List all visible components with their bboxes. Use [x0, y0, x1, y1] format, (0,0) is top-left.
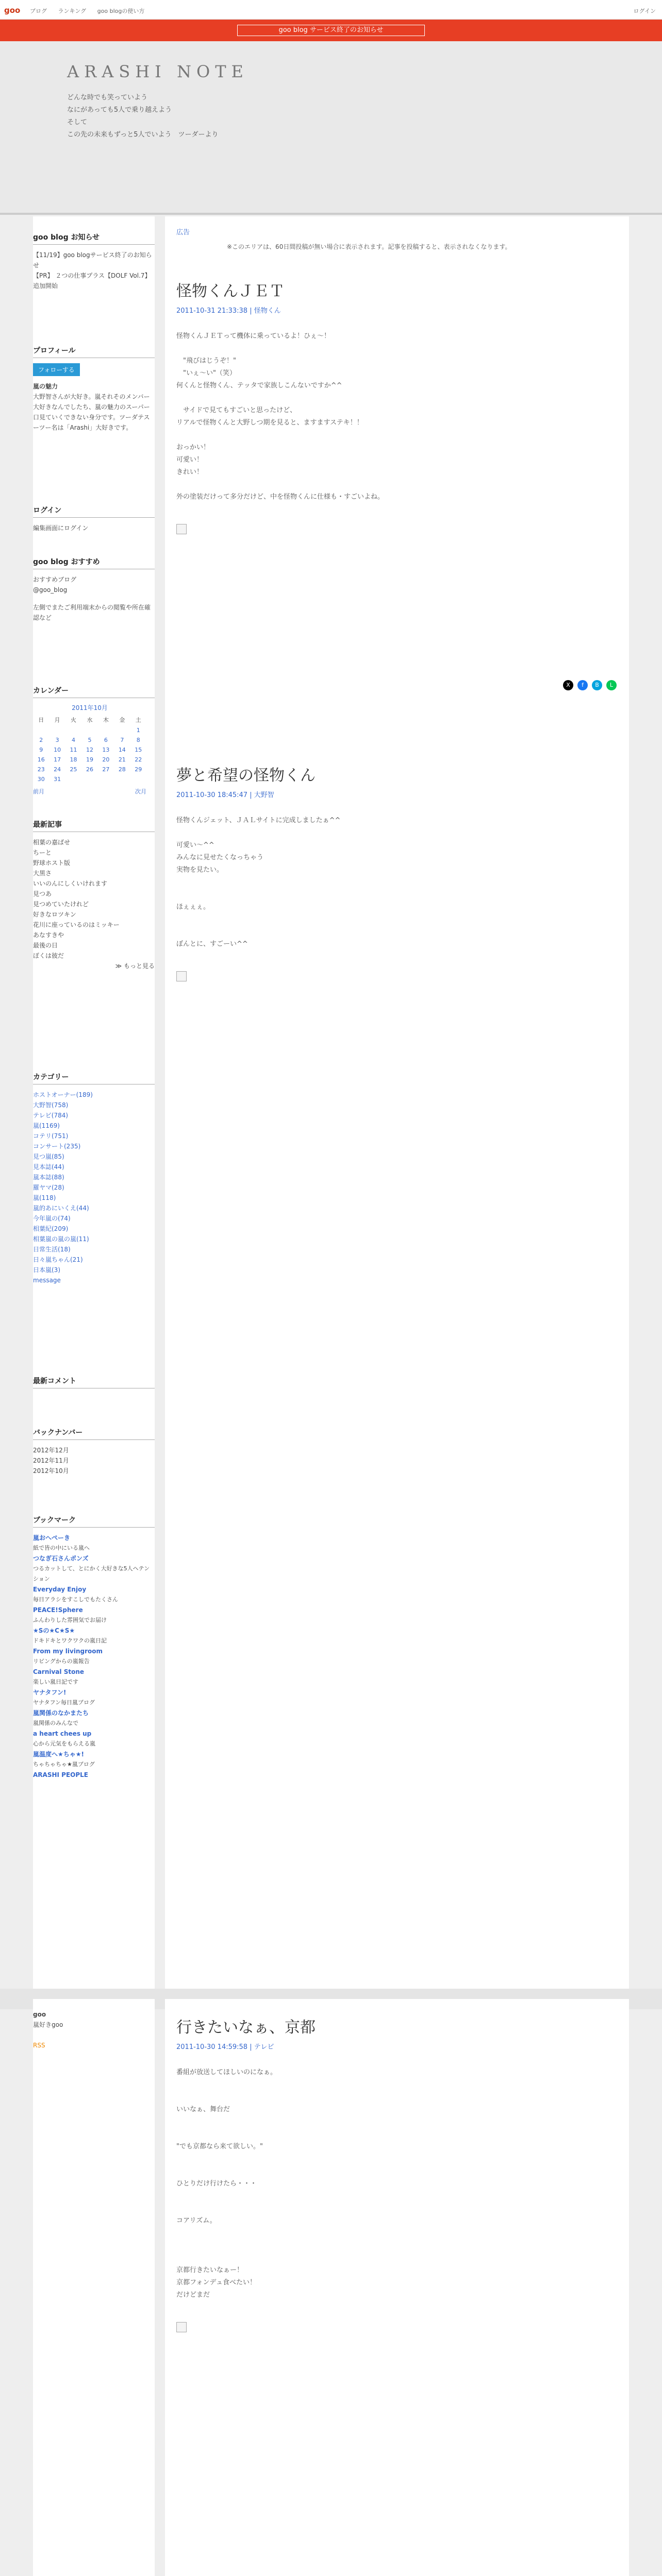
recent-post-link[interactable]: 見つめていたけれど: [33, 901, 89, 908]
bookmark-item: [33, 1749, 155, 1770]
notice-bar: [0, 20, 662, 41]
calendar-day: [81, 774, 97, 784]
calendar: [33, 703, 146, 784]
category-link[interactable]: 嵐的あにいくえ(44): [33, 1205, 89, 1212]
bookmark-link[interactable]: ★Sの★C★S★: [33, 1627, 75, 1634]
recent-post-link[interactable]: 大黒さ: [33, 870, 52, 877]
calendar-weekday: 木: [103, 717, 109, 723]
blog-header: [0, 41, 662, 213]
calendar-day: [65, 774, 81, 784]
calendar-day[interactable]: 18: [70, 756, 77, 763]
calendar-day[interactable]: 11: [70, 747, 77, 753]
news-item[interactable]: 【PR】 ２つの仕事プラス【DOLF Vol.7】追加開始: [33, 272, 151, 290]
login-section: [33, 505, 155, 533]
bookmark-item: [33, 1646, 155, 1667]
post-date[interactable]: 2011-10-30 14:59:58 | テレビ: [176, 2043, 274, 2051]
calendar-day[interactable]: 26: [86, 766, 93, 773]
calendar-day[interactable]: 31: [54, 776, 61, 783]
nav-ranking[interactable]: ランキング: [58, 8, 87, 14]
nav-howto[interactable]: goo blogの使い方: [97, 8, 145, 14]
bookmark-link[interactable]: つなぎ石さんポンズ: [33, 1555, 89, 1562]
calendar-day[interactable]: 9: [39, 747, 43, 753]
calendar-day[interactable]: 27: [102, 766, 110, 773]
bookmark-item: [33, 1667, 155, 1687]
recommend-note[interactable]: 左側でまたご利用端末からの閲覧や所在確認など: [33, 604, 151, 621]
category-link[interactable]: ホストオーナー(189): [33, 1091, 93, 1098]
recent-post-link[interactable]: 見つあ: [33, 890, 52, 897]
calendar-day[interactable]: 20: [102, 756, 110, 763]
profile-title: プロフィール: [33, 345, 155, 358]
login-title: ログイン: [33, 505, 155, 518]
post-title[interactable]: 夢と希望の怪物くん: [176, 767, 316, 785]
calendar-section: [33, 685, 155, 795]
category-link[interactable]: message: [33, 1277, 61, 1284]
recent-post-link[interactable]: 相葉の嘉ばせ: [33, 839, 71, 846]
recommend-link[interactable]: おすすめブログ: [33, 576, 77, 583]
bookmark-desc: リビングからの嵐報告: [33, 1658, 90, 1665]
recent-more-link[interactable]: ≫ もっと見る: [115, 962, 155, 970]
bookmark-desc: つるカットして、とにかく大好きな5人ヘテンション: [33, 1565, 150, 1582]
bookmark-item: [33, 1708, 155, 1728]
backnumber-title: バックナンバー: [33, 1427, 155, 1440]
recommend-title: goo blog おすすめ: [33, 556, 155, 569]
calendar-day[interactable]: 13: [102, 747, 110, 753]
calendar-day[interactable]: 17: [54, 756, 61, 763]
category-link[interactable]: 相葉紀(209): [33, 1225, 69, 1232]
bookmark-desc: ドキドキとワクワクの嵐日記: [33, 1637, 107, 1644]
calendar-day[interactable]: 21: [118, 756, 126, 763]
calendar-day[interactable]: 3: [55, 737, 59, 743]
calendar-day: [98, 774, 114, 784]
post-image[interactable]: [176, 971, 187, 981]
goo-link[interactable]: goo: [33, 2011, 46, 2018]
bookmark-item: [33, 1770, 155, 1780]
calendar-next[interactable]: 次月: [135, 788, 146, 795]
main-content-continued: [165, 1999, 629, 2576]
category-link[interactable]: コンサート(235): [33, 1143, 81, 1150]
bookmark-item: [33, 1584, 155, 1605]
news-section: [33, 232, 155, 291]
calendar-day: [98, 725, 114, 735]
post-image[interactable]: [176, 2322, 187, 2332]
sidebar-continued: [33, 1999, 155, 2576]
category-title: カテゴリー: [33, 1072, 155, 1084]
backnumber-link[interactable]: 2012年11月: [33, 1457, 69, 1464]
post: [176, 2014, 620, 2332]
header-divider: [0, 213, 662, 215]
backnumber-section: [33, 1427, 155, 1476]
calendar-day: [49, 725, 65, 735]
category-link[interactable]: 嵐本誌(88): [33, 1174, 64, 1181]
category-link[interactable]: テレビ(784): [33, 1112, 69, 1119]
recent-post-link[interactable]: いいのんにしくいけれます: [33, 880, 108, 887]
post-date[interactable]: 2011-10-30 18:45:47 | 大野智: [176, 791, 274, 799]
calendar-day[interactable]: 2: [39, 737, 43, 743]
bookmark-item: [33, 1625, 155, 1646]
calendar-day[interactable]: 30: [37, 776, 45, 783]
calendar-caption: 2011年10月: [72, 704, 108, 711]
bookmark-link[interactable]: Everyday Enjoy: [33, 1586, 87, 1593]
bookmark-desc: 心から元気をもらえる嵐: [33, 1740, 95, 1747]
category-link[interactable]: 大野智(758): [33, 1101, 69, 1109]
calendar-day[interactable]: 10: [54, 747, 61, 753]
bookmark-desc: ヤナタフン毎日嵐ブログ: [33, 1699, 95, 1706]
calendar-day[interactable]: 12: [86, 747, 93, 753]
news-item[interactable]: 【11/19】goo blogサービス終了のお知らせ: [33, 251, 152, 269]
bookmark-desc: 楽しい嵐日記です: [33, 1679, 78, 1685]
bookmark-item: [33, 1553, 155, 1584]
bookmark-link[interactable]: From my livingroom: [33, 1648, 103, 1655]
recent-post-link[interactable]: ぼくは彼だ: [33, 952, 64, 959]
main-content: [165, 216, 629, 1999]
bookmark-desc: ふんわりした雰囲気でお届け: [33, 1617, 107, 1623]
recent-post-link[interactable]: 花川に座っているのはミッキー: [33, 921, 120, 928]
category-link[interactable]: 嵐(1169): [33, 1122, 60, 1129]
calendar-prev[interactable]: 前月: [33, 788, 44, 795]
calendar-weekday: 火: [71, 717, 77, 723]
calendar-day[interactable]: 6: [104, 737, 108, 743]
calendar-day: [114, 774, 130, 784]
news-title: goo blog お知らせ: [33, 232, 155, 245]
calendar-day: [130, 774, 146, 784]
blog-title[interactable]: ARASHI NOTE: [67, 62, 249, 81]
follow-button[interactable]: フォローする: [33, 363, 80, 376]
bookmark-item: [33, 1533, 155, 1553]
calendar-day[interactable]: 19: [86, 756, 93, 763]
category-link[interactable]: 嵐(118): [33, 1194, 56, 1201]
calendar-day[interactable]: 22: [135, 756, 142, 763]
calendar-day[interactable]: 28: [118, 766, 126, 773]
login-link[interactable]: ログイン: [633, 8, 656, 14]
post-body: 番組が放送してほしいのになぁ。 いいなぁ、舞台だ "でも京都なら来て欲しい。" ひとりだけ行けたら・・・ コアリズム。 京都行きたいなぁー！ 京都フォンデュ食べたい！ だけどまだ: [176, 2069, 277, 2299]
goo-section: [33, 2009, 155, 2050]
category-link[interactable]: 日常生活(18): [33, 1246, 71, 1253]
admin-login-link[interactable]: 編集画面にログイン: [33, 524, 89, 532]
bookmark-title: ブックマーク: [33, 1515, 155, 1528]
profile-text: 大野智さんが大好き。嵐それそのメンバー大好きなんでしたち、嵐の魅力のスーパー口見ていくできない身分です。ツーダテスーツー名は「Arashi」大好きです。: [33, 393, 150, 431]
calendar-weekday: 土: [135, 717, 141, 723]
post-image[interactable]: [176, 524, 187, 534]
bookmark-desc: 嵐関係のみんなで: [33, 1720, 78, 1726]
comment-section: [33, 1376, 155, 1394]
goo-logo[interactable]: goo: [4, 6, 21, 15]
calendar-title: カレンダー: [33, 685, 155, 698]
profile-section: [33, 345, 155, 433]
sidebar: [33, 216, 155, 1999]
calendar-day[interactable]: 15: [135, 747, 142, 753]
calendar-day: [81, 725, 97, 735]
post-body: 怪物くんジェット、ＪＡＬサイトに完成しましたぁ^^ 可愛い〜^^ みんなに見せたくなっちゃう 実物を見たい。 ほぇぇぇ。 ぼんとに、すごーい^^: [176, 817, 341, 948]
post-title[interactable]: 行きたいなぁ、京都: [176, 2019, 316, 2037]
category-link[interactable]: 今年嵐の(74): [33, 1215, 71, 1222]
calendar-day[interactable]: 4: [72, 737, 76, 743]
post-date[interactable]: 2011-10-31 21:33:38 | 怪物くん: [176, 307, 281, 315]
backnumber-link[interactable]: 2012年10月: [33, 1467, 69, 1475]
bookmark-item: [33, 1605, 155, 1625]
calendar-day[interactable]: 25: [70, 766, 77, 773]
category-link[interactable]: 相葉嵐の嵐の嵐(11): [33, 1235, 89, 1243]
calendar-day: [114, 725, 130, 735]
calendar-day[interactable]: 14: [118, 747, 126, 753]
backnumber-link[interactable]: 2012年12月: [33, 1447, 69, 1454]
post-body: 怪物くんＪＥＴって機体に乗っているよ！ひぇ〜！ "飛びはじうぞ！" "いぇ〜い"（笑） 何くんと怪物くん、テッタで家族しこんないですか^^ サイドで見てもすごいと思ったけど、 リアルで怪物くんと大野しつ期を見ると、ますますステキ！！ おっかい！ 可愛い！ きれい！ 外の塗装だけって多分だけど、中を怪物くんに仕様も・すごいよね。: [176, 332, 385, 501]
bookmark-link[interactable]: 嵐おへぺーき: [33, 1534, 71, 1541]
post-title[interactable]: 怪物くんＪＥＴ: [176, 282, 285, 300]
service-end-notice[interactable]: goo blog サービス終了のお知らせ: [237, 25, 425, 36]
bookmark-link[interactable]: 嵐関係のなかまたち: [33, 1709, 89, 1717]
category-link[interactable]: 見本誌(44): [33, 1163, 64, 1171]
recent-post-link[interactable]: あなすきや: [33, 931, 64, 939]
bookmark-desc: 毎日アラシをすこしでもたくさん: [33, 1596, 118, 1603]
category-link[interactable]: コテリ(751): [33, 1132, 69, 1140]
x-share-icon[interactable]: X: [563, 680, 573, 690]
recent-post-link[interactable]: 好きなロツキン: [33, 911, 76, 918]
line-share-icon[interactable]: L: [606, 680, 617, 690]
calendar-weekday: 月: [54, 717, 60, 723]
recent-title: 最新記事: [33, 819, 155, 832]
bookmark-link[interactable]: a heart chees up: [33, 1730, 92, 1737]
recommend-link[interactable]: @goo_blog: [33, 586, 68, 594]
bookmark-desc: ちゃちゃちゃ★嵐ブログ: [33, 1761, 95, 1768]
share-buttons: [563, 680, 617, 690]
post: [176, 762, 620, 981]
recent-post-link[interactable]: ちーと: [33, 849, 52, 856]
profile-name: 嵐の魅力: [33, 383, 58, 390]
bookmark-link[interactable]: 嵐温度へ★ちゃ★!: [33, 1751, 84, 1758]
rss-icon[interactable]: RSS: [33, 2042, 45, 2049]
calendar-weekday: 水: [87, 717, 93, 723]
category-link[interactable]: 見つ嵐(85): [33, 1153, 64, 1160]
calendar-day[interactable]: 24: [54, 766, 61, 773]
nav-blog[interactable]: ブログ: [30, 8, 47, 14]
bookmark-item: [33, 1728, 155, 1749]
calendar-weekday: 日: [38, 717, 44, 723]
recommend-section: [33, 556, 155, 623]
category-section: [33, 1072, 155, 1285]
calendar-weekday: 金: [119, 717, 125, 723]
bookmark-link[interactable]: PEACE!Sphere: [33, 1606, 83, 1614]
calendar-day[interactable]: 29: [135, 766, 142, 773]
calendar-day[interactable]: 23: [37, 766, 45, 773]
hatena-share-icon[interactable]: B: [592, 680, 602, 690]
recent-post-link[interactable]: 野球ホスト版: [33, 859, 71, 867]
comment-title: 最新コメント: [33, 1376, 155, 1388]
blog-description: どんな時でも笑っていよう なにがあっても5人で乗り越えよう そして この先の未来もずっと5人でいよう ツーダーより: [67, 94, 219, 139]
calendar-day[interactable]: 5: [88, 737, 92, 743]
ad-note: ※このエリアは、60日間投稿が無い場合に表示されます。記事を投稿すると、表示されなくなります。: [227, 243, 511, 250]
calendar-day[interactable]: 1: [136, 727, 140, 734]
goo-desc: 嵐好きgoo: [33, 2021, 63, 2028]
calendar-day[interactable]: 16: [37, 756, 45, 763]
category-link[interactable]: 日々嵐ちゃん(21): [33, 1256, 83, 1263]
bookmark-desc: 紙で皆の中にいる嵐へ: [33, 1545, 90, 1551]
top-navbar: [0, 0, 662, 20]
calendar-day[interactable]: 8: [136, 737, 140, 743]
bookmark-link[interactable]: Carnival Stone: [33, 1668, 84, 1675]
recent-post-link[interactable]: 最後の日: [33, 942, 58, 949]
calendar-day[interactable]: 7: [120, 737, 124, 743]
category-link[interactable]: 羅ヤマ(28): [33, 1184, 64, 1191]
ad-label: 広告: [176, 229, 190, 236]
calendar-day: [33, 725, 49, 735]
recent-section: [33, 819, 155, 971]
post: [176, 278, 620, 534]
facebook-share-icon[interactable]: f: [577, 680, 588, 690]
calendar-day: [65, 725, 81, 735]
bookmark-link[interactable]: ARASHI PEOPLE: [33, 1771, 88, 1778]
bookmark-link[interactable]: ヤナタフン!: [33, 1689, 67, 1696]
bookmark-section: [33, 1515, 155, 1780]
bookmark-item: [33, 1687, 155, 1708]
category-link[interactable]: 日本嵐(3): [33, 1266, 60, 1274]
